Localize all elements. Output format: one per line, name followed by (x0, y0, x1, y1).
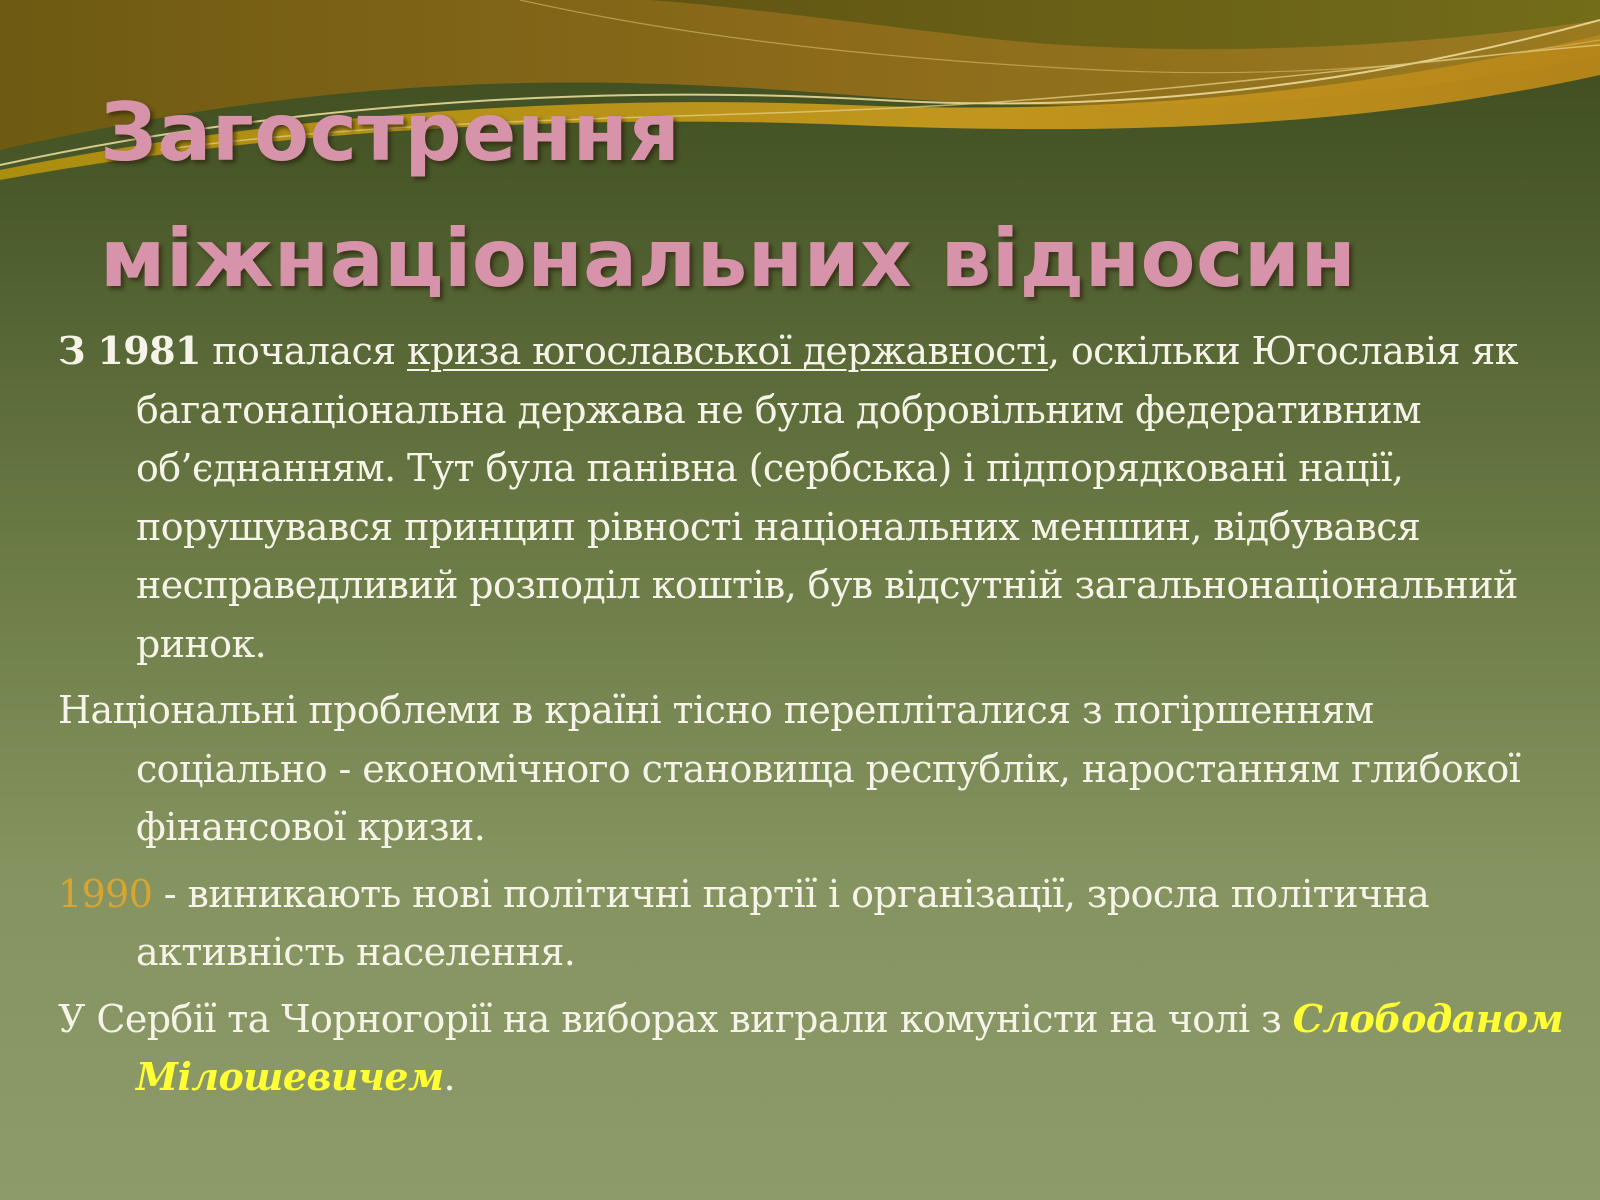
highlighted-name: Слободаном Мілошевичем (136, 995, 1564, 1099)
slide-body (58, 322, 1568, 1115)
title-line-2: міжнаціональних відносин (100, 212, 1357, 305)
paragraph-1990 (58, 865, 1568, 982)
paragraph-text: . (443, 1055, 455, 1099)
paragraph-text: - виникають нові політичні партії і організації, зросла політична активність населення. (136, 871, 1430, 974)
slide-title (100, 70, 1540, 322)
year-1990: 1990 (58, 871, 153, 916)
title-line-1: Загострення (100, 86, 681, 179)
year-1981: З 1981 (58, 328, 201, 373)
paragraph-national-problems: Національні проблеми в країні тісно перепліталися з погіршенням соціально - економічного становища республік, наростанням глибокої фінансової кризи. (58, 688, 1521, 849)
paragraph-crisis-1981 (58, 322, 1568, 673)
paragraph-text: , оскільки Югославія як багатонаціональна держава не була добровільним федеративним об’єднанням. Тут була панівна (сербська) і підпорядковані нації, порушувався принцип рівності національних меншин, відбувався несправедливий розподіл коштів, був відсутній загальнонаціональний ринок. (136, 329, 1518, 666)
underlined-phrase: криза югославської державності (407, 329, 1048, 373)
paragraph-text: почалася (200, 329, 407, 373)
paragraph-serbia-elections (58, 990, 1568, 1107)
paragraph-text: У Сербії та Чорногорії на виборах виграли комуністи на чолі з (58, 996, 1293, 1041)
